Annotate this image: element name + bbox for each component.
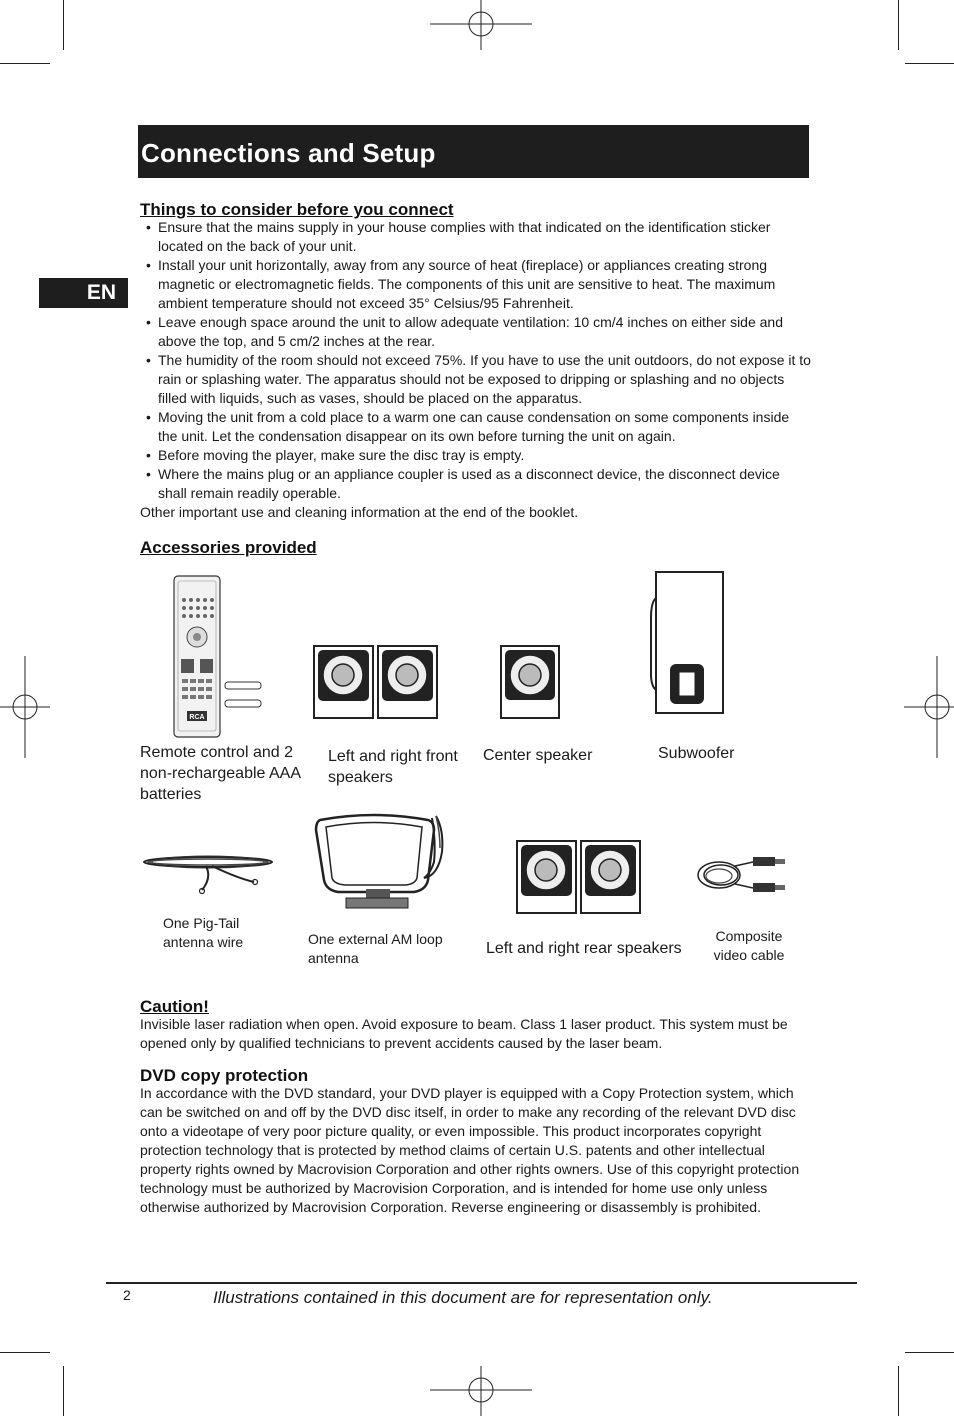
subwoofer-illustration [650,570,726,716]
page-number: 2 [123,1287,131,1303]
remote-brand-logo: RCA [189,714,205,721]
front-speakers-caption: Left and right front speakers [328,748,458,786]
center-speaker-illustration [500,645,561,720]
dvd-copy-heading: DVD copy protection [140,1066,309,1085]
front-speakers-illustration [313,645,439,720]
video-cable-illustration [695,852,791,897]
crop-mark [0,63,50,64]
registration-mark [904,656,954,758]
remote-caption: Remote control and 2 non-rechargeable AAA batteries [140,744,301,803]
language-tab [39,278,128,308]
video-cable-caption: Composite video cable [713,928,785,963]
registration-mark [430,1366,532,1416]
rear-speakers-caption: Left and right rear speakers [486,940,682,957]
crop-mark [0,1352,50,1353]
accessories-heading: Accessories provided [140,538,317,557]
list-item: • The humidity of the room should not exceed 75%. If you have to use the unit outdoors, do not expose it to rain or splashing water. The apparatus should not be exposed to dripping or splashing and no objects filled with liquids, such as vases, should be placed on the apparatus. [140,351,812,408]
language-tab-label: EN [86,281,116,304]
footer-divider [106,1282,857,1284]
registration-mark [0,656,50,758]
dvd-copy-text: In accordance with the DVD standard, your DVD player is equipped with a Copy Protection system, which can be switched on and off by the DVD disc itself, in order to make any recording of the relevant DVD disc onto a videotape of very poor picture quality, or even impossible. This product incorporates copyright protection technology that is protected by method claims of certain U.S. patents and other intellectual property rights owned by Macrovision Corporation and other rights owners. Use of this copyright protection technology must be authorized by Macrovision Corporation, and is intended for home use only unless otherwise authorized by Macrovision Corporation. Reverse engineering or disassembly is prohibited. [140,1085,800,1215]
crop-mark [905,63,954,64]
page-title: Connections and Setup [141,138,436,168]
remote-control-illustration [172,575,267,740]
rear-speakers-illustration [516,840,642,915]
consider-note: Other important use and cleaning information at the end of the booklet. [140,504,579,520]
registration-mark [430,0,532,50]
crop-mark [63,0,64,50]
crop-mark [63,1366,64,1416]
list-item: • Before moving the player, make sure the disc tray is empty. [140,446,812,465]
crop-mark [898,1366,899,1416]
pigtail-caption: One Pig-Tail antenna wire [163,915,244,950]
title-bar [138,125,809,178]
caution-heading: Caution! [140,997,209,1016]
crop-mark [905,1352,954,1353]
footer-disclaimer: Illustrations contained in this document are for representation only. [213,1288,713,1307]
consider-heading: Things to consider before you connect [140,200,454,219]
consider-section [140,218,812,522]
pigtail-antenna-illustration [142,850,277,898]
list-item: • Where the mains plug or an appliance coupler is used as a disconnect device, the disconnect device shall remain readily operable. [140,465,812,503]
subwoofer-caption: Subwoofer [658,745,735,762]
consider-list [140,218,812,503]
center-speaker-caption: Center speaker [483,747,593,764]
list-item: • Install your unit horizontally, away from any source of heat (fireplace) or appliances creating strong magnetic or electromagnetic fields. The components of this unit are sensitive to heat. The maximum ambient temperature should not exceed 35° Celsius/95 Fahrenheit. [140,256,812,313]
caution-text: Invisible laser radiation when open. Avoid exposure to beam. Class 1 laser product. This system must be opened only by qualified technicians to prevent accidents caused by the laser beam. [140,1016,788,1051]
list-item: • Leave enough space around the unit to allow adequate ventilation: 10 cm/4 inches on either side and above the top, and 5 cm/2 inches at the rear. [140,313,812,351]
am-loop-antenna-illustration [310,812,450,912]
list-item: • Moving the unit from a cold place to a warm one can cause condensation on some components inside the unit. Let the condensation disappear on its own before turning the unit on again. [140,408,812,446]
am-loop-caption: One external AM loop antenna [308,931,443,966]
crop-mark [898,0,899,50]
list-item: • Ensure that the mains supply in your house complies with that indicated on the identification sticker located on the back of your unit. [140,218,812,256]
